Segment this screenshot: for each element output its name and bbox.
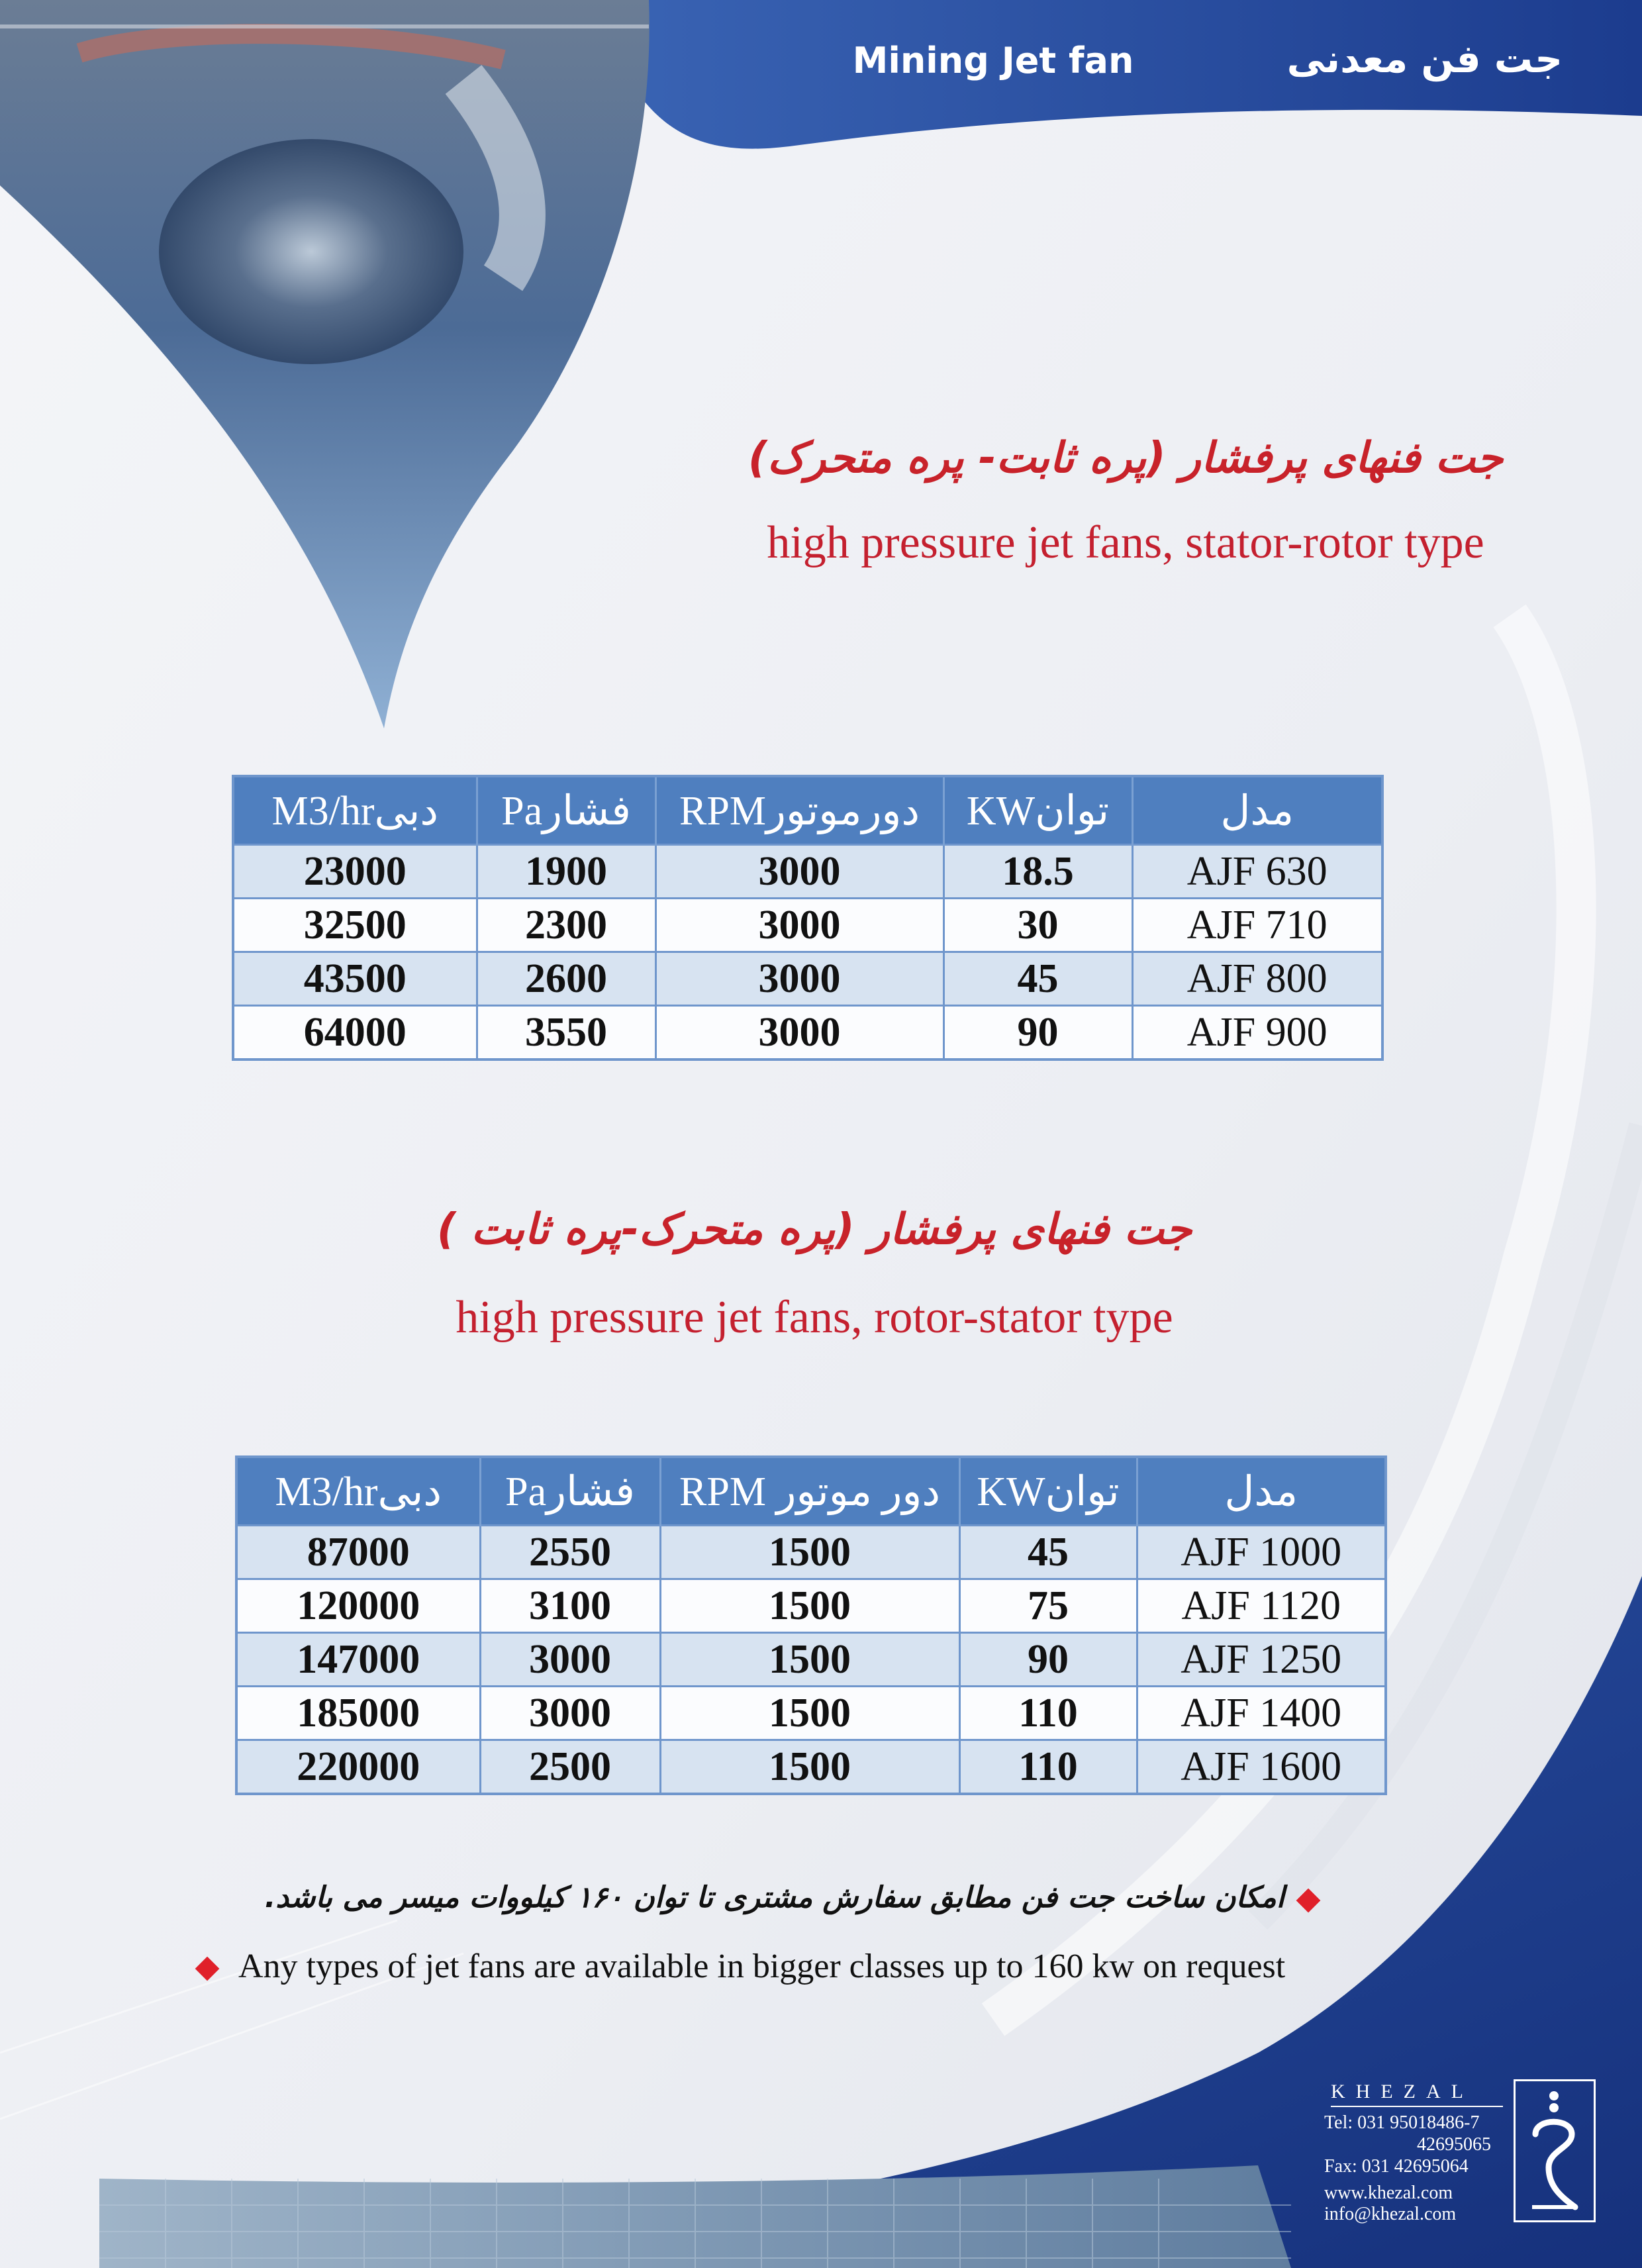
section2-title-fa: جت فنهای پرفشار (پره متحرک-پره ثابت ) — [436, 1205, 1192, 1254]
header-power-fa: توان — [1035, 789, 1110, 834]
brand-name: KHEZAL — [1331, 2081, 1474, 2102]
cell-kw: 45 — [959, 1526, 1137, 1579]
cell-pressure: 2600 — [477, 952, 655, 1006]
cell-kw: 110 — [959, 1740, 1137, 1795]
cell-pressure: 3550 — [477, 1006, 655, 1060]
cell-kw: 75 — [959, 1579, 1137, 1633]
header-pressure: Paفشار — [480, 1457, 660, 1526]
table-row — [233, 899, 1382, 952]
header-speed-fa: دورموتور — [766, 789, 920, 834]
header-speed: RPM دور موتور — [660, 1457, 959, 1526]
cell-pressure: 2550 — [480, 1526, 660, 1579]
header-power: KWتوان — [943, 776, 1132, 845]
cell-pressure: 2500 — [480, 1740, 660, 1795]
cell-kw: 90 — [959, 1633, 1137, 1687]
header-flow: M3/hrدبی — [236, 1457, 480, 1526]
cell-flow: 64000 — [233, 1006, 477, 1060]
cell-kw: 18.5 — [943, 845, 1132, 899]
table-row — [233, 845, 1382, 899]
cell-flow: 43500 — [233, 952, 477, 1006]
cell-flow: 220000 — [236, 1740, 480, 1795]
cell-rpm: 1500 — [660, 1740, 959, 1795]
cell-flow: 87000 — [236, 1526, 480, 1579]
header-title-en: Mining Jet fan — [852, 40, 1134, 81]
table-row — [233, 952, 1382, 1006]
logo-mark-icon — [1516, 2081, 1594, 2220]
cell-pressure: 3100 — [480, 1579, 660, 1633]
cell-rpm: 1500 — [660, 1579, 959, 1633]
cell-kw: 110 — [959, 1687, 1137, 1740]
cell-rpm: 3000 — [655, 952, 943, 1006]
table-row — [236, 1633, 1386, 1687]
table-row — [233, 1006, 1382, 1060]
cell-kw: 30 — [943, 899, 1132, 952]
header-title-fa: جت فن معدنی — [1286, 36, 1563, 81]
header-flow-fa: دبی — [377, 1469, 442, 1514]
table-row — [236, 1740, 1386, 1795]
header-speed-fa: دور موتور — [776, 1469, 940, 1514]
table-row — [236, 1579, 1386, 1633]
header-pressure-fa: فشار — [542, 789, 631, 834]
cell-pressure: 3000 — [480, 1687, 660, 1740]
note-en: Any types of jet fans are available in bigger classes up to 160 kw on request — [238, 1948, 1286, 1985]
cell-flow: 147000 — [236, 1633, 480, 1687]
cell-model: AJF 630 — [1132, 845, 1382, 899]
table-header-row — [233, 776, 1382, 845]
contact-tel: Tel: 031 95018486-7 — [1324, 2112, 1480, 2133]
header-model: مدل — [1137, 1457, 1386, 1526]
cell-model: AJF 1000 — [1137, 1526, 1386, 1579]
section2-title-en: high pressure jet fans, rotor-stator type — [456, 1292, 1173, 1343]
cell-rpm: 3000 — [655, 1006, 943, 1060]
cell-rpm: 1500 — [660, 1633, 959, 1687]
cell-model: AJF 800 — [1132, 952, 1382, 1006]
cell-flow: 185000 — [236, 1687, 480, 1740]
cell-model: AJF 1400 — [1137, 1687, 1386, 1740]
spec-table-rotor-stator — [235, 1455, 1387, 1795]
section1-title-fa: جت فنهای پرفشار (پره ثابت- پره متحرک) — [748, 434, 1504, 483]
company-logo — [1514, 2079, 1596, 2222]
cell-flow: 32500 — [233, 899, 477, 952]
cell-model: AJF 1600 — [1137, 1740, 1386, 1795]
cell-pressure: 1900 — [477, 845, 655, 899]
contact-email[interactable]: info@khezal.com — [1324, 2204, 1457, 2224]
table-header-row — [236, 1457, 1386, 1526]
section1-title-en: high pressure jet fans, stator-rotor type — [767, 517, 1484, 568]
header-model: مدل — [1132, 776, 1382, 845]
cell-flow: 120000 — [236, 1579, 480, 1633]
header-flow: M3/hrدبی — [233, 776, 477, 845]
cell-model: AJF 900 — [1132, 1006, 1382, 1060]
brand-divider — [1331, 2106, 1503, 2107]
header-power-fa: توان — [1045, 1469, 1120, 1514]
note-fa: امکان ساخت جت فن مطابق سفارش مشتری تا توان ۱۶۰ کیلووات میسر می باشد. — [264, 1881, 1284, 1914]
cell-rpm: 3000 — [655, 845, 943, 899]
header-flow-fa: دبی — [374, 789, 439, 834]
cell-model: AJF 1120 — [1137, 1579, 1386, 1633]
contact-tel-2: 42695065 — [1417, 2134, 1491, 2155]
contact-web[interactable]: www.khezal.com — [1324, 2183, 1453, 2203]
cell-rpm: 1500 — [660, 1526, 959, 1579]
header-power: KWتوان — [959, 1457, 1137, 1526]
cell-pressure: 2300 — [477, 899, 655, 952]
header-speed: RPMدورموتور — [655, 776, 943, 845]
cell-kw: 90 — [943, 1006, 1132, 1060]
cell-rpm: 1500 — [660, 1687, 959, 1740]
cell-kw: 45 — [943, 952, 1132, 1006]
contact-fax: Fax: 031 42695064 — [1324, 2156, 1469, 2177]
cell-model: AJF 1250 — [1137, 1633, 1386, 1687]
header-pressure-fa: فشار — [546, 1469, 635, 1514]
cell-rpm: 3000 — [655, 899, 943, 952]
table-row — [236, 1526, 1386, 1579]
header-pressure: Paفشار — [477, 776, 655, 845]
table-row — [236, 1687, 1386, 1740]
spec-table-stator-rotor — [232, 775, 1384, 1061]
cell-flow: 23000 — [233, 845, 477, 899]
cell-pressure: 3000 — [480, 1633, 660, 1687]
cell-model: AJF 710 — [1132, 899, 1382, 952]
